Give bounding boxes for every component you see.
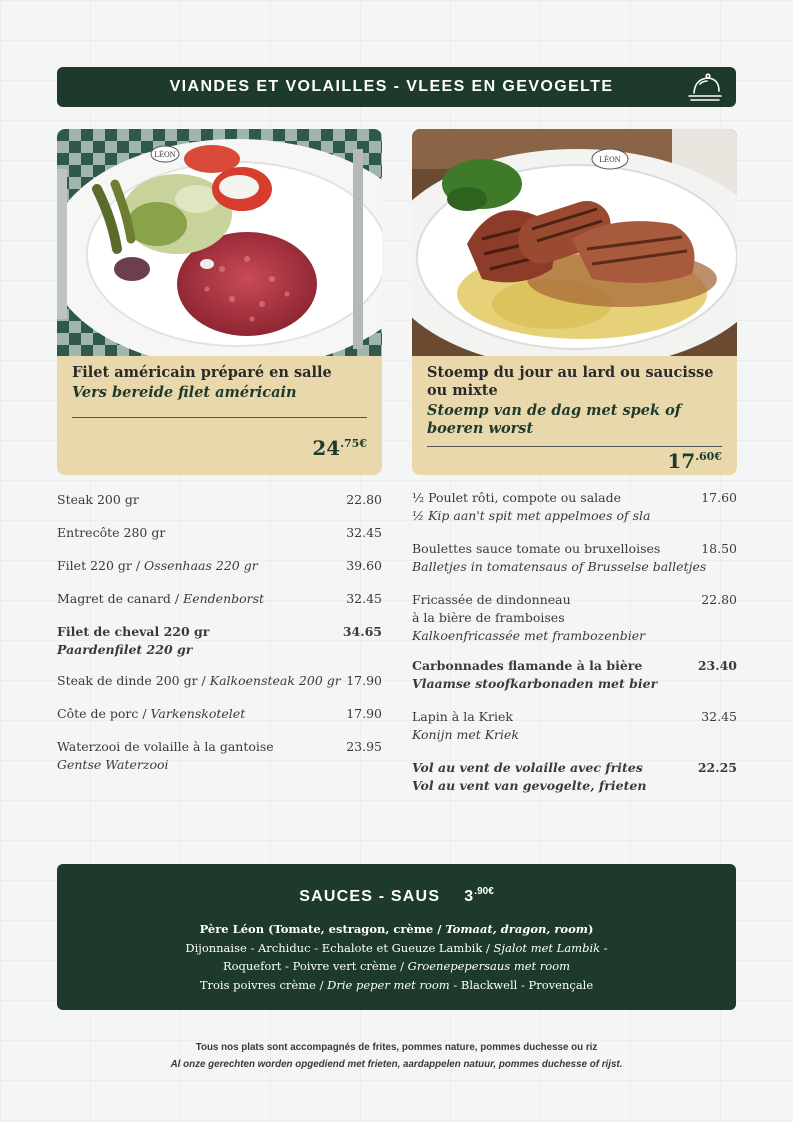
menu-item-name: à la bière de framboises [412, 610, 565, 625]
menu-item-name: ½ Poulet rôti, compote ou salade [412, 490, 621, 505]
menu-item-price: 32.45 [346, 525, 382, 540]
menu-item-name: Boulettes sauce tomate ou bruxelloises [412, 541, 661, 556]
menu-item-price: 23.95 [346, 739, 382, 754]
menu-item [57, 705, 382, 723]
menu-item-name: Steak 200 gr [57, 492, 139, 507]
sauce-line: Roquefort - Poivre vert crème / Groenepepersaus met room [222, 959, 571, 973]
menu-item [57, 491, 382, 509]
menu-item-name: Filet 220 gr / Ossenhaas 220 gr [57, 558, 258, 573]
featured-dish-stoemp [412, 129, 737, 475]
sauces-panel [57, 864, 736, 1010]
menu-item [57, 738, 382, 774]
menu-item [412, 591, 737, 645]
cloche-icon [686, 69, 724, 105]
menu-item-price: 18.50 [701, 541, 737, 556]
dish-name-nl: Vers bereide filet américain [72, 384, 297, 401]
menu-item-name: Vol au vent van gevogelte, frieten [412, 778, 647, 793]
menu-item-price: 22.80 [346, 492, 382, 507]
menu-item-price: 17.60 [701, 490, 737, 505]
plate-logo: LÉON [154, 151, 176, 159]
menu-item-name: Paardenfilet 220 gr [57, 642, 193, 657]
menu-item-price: 32.45 [346, 591, 382, 606]
featured-dish-americain [57, 129, 382, 475]
divider [427, 446, 722, 447]
dish-name-fr: Stoemp du jour au lard ou saucisse ou mixte [427, 364, 714, 399]
footer-note [0, 1039, 793, 1073]
menu-item-name: Steak de dinde 200 gr / Kalkoensteak 200 gr [57, 673, 341, 688]
menu-item-price: 22.25 [697, 760, 737, 775]
footer-fr: Tous nos plats sont accompagnés de frites, pommes nature, pommes duchesse ou riz [195, 1042, 598, 1053]
dish-name-nl: Stoemp van de dag met spek of boeren worst [427, 402, 681, 437]
menu-item [412, 657, 737, 693]
dish-info-stoemp [412, 356, 737, 475]
section-title: VIANDES ET VOLAILLES - VLEES EN GEVOGELTE [169, 78, 614, 95]
menu-item-name: Carbonnades flamande à la bière [412, 658, 643, 673]
menu-item-name: Kalkoenfricassée met frambozenbier [412, 628, 646, 643]
dish-name-fr: Filet américain préparé en salle [72, 364, 332, 381]
menu-item-name: ½ Kip aan't spit met appelmoes of sla [412, 508, 651, 523]
menu-item-price: 32.45 [701, 709, 737, 724]
menu-item-name: Magret de canard / Eendenborst [57, 591, 265, 606]
menu-item [57, 524, 382, 542]
menu-item-price: 17.90 [346, 706, 382, 721]
menu-item [412, 708, 737, 744]
menu-item [412, 759, 737, 795]
menu-item [57, 590, 382, 608]
divider [72, 417, 367, 418]
sauces-list [57, 920, 736, 994]
dish-photo-stoemp [412, 129, 737, 356]
menu-item-price: 34.65 [342, 624, 382, 639]
menu-item [412, 540, 737, 576]
menu-item-price: 23.40 [697, 658, 737, 673]
menu-item-name: Vol au vent de volaille avec frites [412, 760, 643, 775]
sauces-title: SAUCES - SAUS $3^{.90€}$ [299, 886, 494, 905]
sauce-line: Dijonnaise - Archiduc - Echalote et Gueuze Lambik / Sjalot met Lambik - [185, 940, 608, 955]
menu-item-name: Lapin à la Kriek [412, 709, 513, 724]
menu-item-name: Waterzooi de volaille à la gantoise [57, 739, 274, 754]
dish-price: $24^{.75€}$ [312, 436, 367, 460]
menu-item-price: 39.60 [346, 558, 382, 573]
section-banner [57, 67, 736, 107]
dish-price: $17^{.60€}$ [667, 449, 722, 473]
sauce-line: Trois poivres crème / Drie peper met room - Blackwell - Provençale [199, 977, 594, 992]
menu-item-name: Gentse Waterzooi [57, 757, 169, 772]
menu-item-name: Konijn met Kriek [412, 727, 520, 742]
footer-nl: Al onze gerechten worden opgediend met frieten, aardappelen natuur, pommes duchesse of rijst. [170, 1059, 623, 1070]
menu-item [57, 623, 382, 659]
menu-item-name: Vlaamse stoofkarbonaden met bier [412, 676, 658, 691]
sauces-price: 3 [464, 888, 475, 905]
menu-item [57, 672, 382, 690]
menu-item-name: Entrecôte 280 gr [57, 525, 166, 540]
sauce-line: Père Léon (Tomate, estragon, crème / Tomaat, dragon, room) [199, 922, 594, 936]
dish-photo-americain [57, 129, 382, 356]
menu-item-name: Filet de cheval 220 gr [57, 624, 210, 639]
menu-item-name: Balletjes in tomatensaus of Brusselse balletjes [412, 559, 707, 574]
menu-item-price: 17.90 [346, 673, 382, 688]
menu-item-name: Fricassée de dindonneau [412, 592, 571, 607]
dish-info-americain [57, 356, 382, 475]
menu-item-name: Côte de porc / Varkenskotelet [57, 706, 246, 721]
menu-item [412, 489, 737, 525]
menu-item [57, 557, 382, 575]
plate-logo: LÉON [599, 156, 621, 164]
menu-item-price: 22.80 [701, 592, 737, 607]
